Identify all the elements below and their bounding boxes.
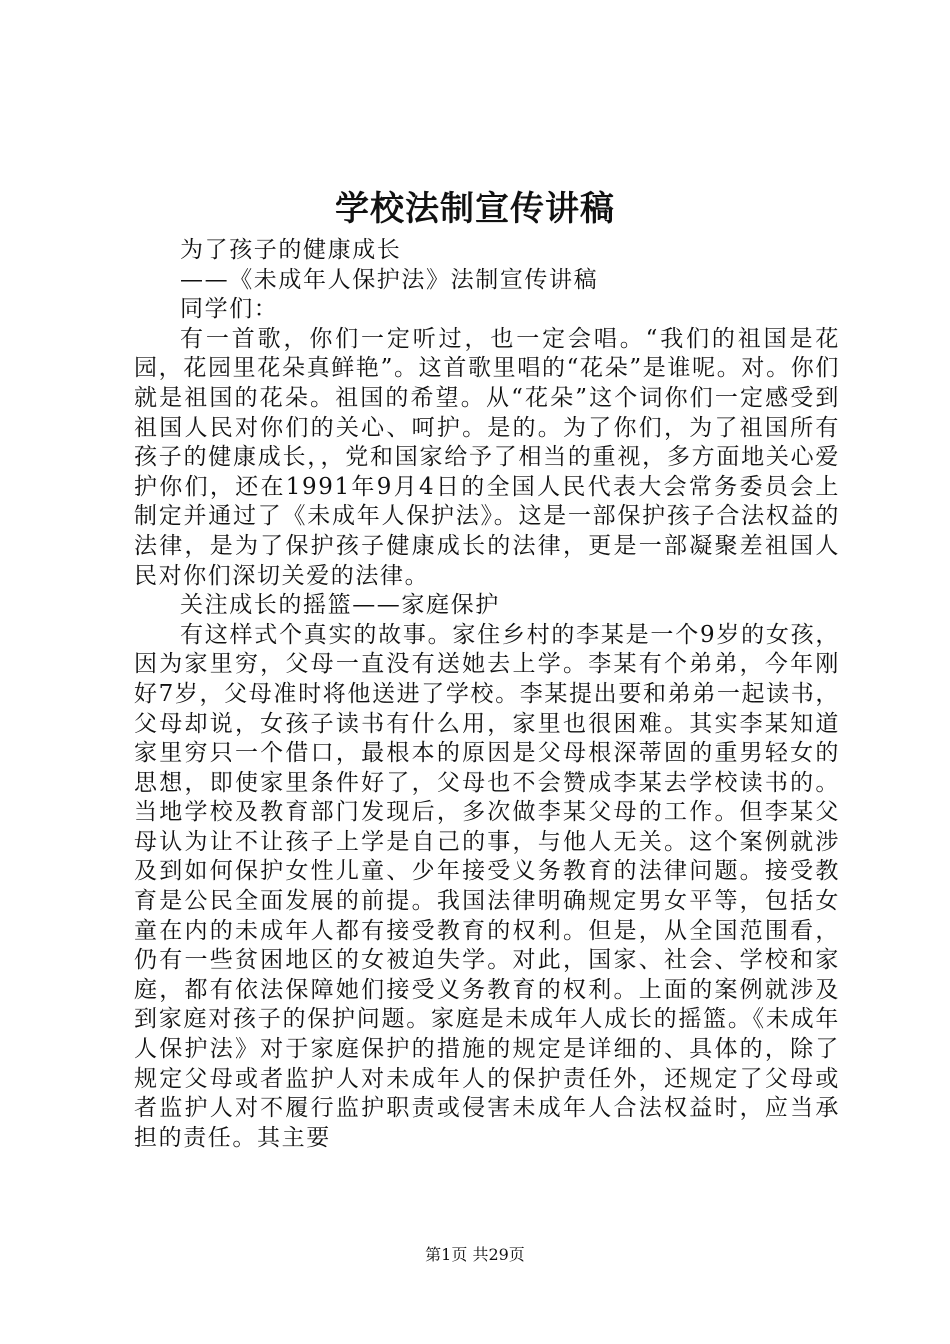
body-paragraph: 有一首歌，你们一定听过，也一定会唱。“我们的祖国是花园，花园里花朵真鲜艳”。这首歌里唱的“花朵”是谁呢。对。你们就是祖国的花朵。祖国的希望。从“花朵”这个词你们一定感受到祖国人民对你们的关心、呵护。是的。为了你们，为了祖国所有孩子的健康成长，，党和国家给予了相当的重视，多方面地关心爱护你们，还在1991年9月4日的全国人民代表大会常务委员会上制定并通过了《未成年人保护法》。这是一部保护孩子合法权益的法律，是为了保护孩子健康成长的法律，更是一部凝聚差祖国人民对你们深切关爱的法律。 [134,325,840,589]
body-paragraph: 有这样式个真实的故事。家住乡村的李某是一个9岁的女孩，因为家里穷，父母一直没有送她去上学。李某有个弟弟，今年刚好7岁，父母准时将他送进了学校。李某提出要和弟弟一起读书，父母却说，女孩子读书有什么用，家里也很困难。其实李某知道家里穷只一个借口，最根本的原因是父母根深蒂固的重男轻女的思想，即使家里条件好了，父母也不会赞成李某去学校读书的。当地学校及教育部门发现后，多次做李某父母的工作。但李某父母认为让不让孩子上学是自己的事，与他人无关。这个案例就涉及到如何保护女性儿童、少年接受义务教育的法律问题。接受教育是公民全面发展的前提。我国法律明确规定男女平等，包括女童在内的未成年人都有接受教育的权利。但是，从全国范围看，仍有一些贫困地区的女被迫失学。对此，国家、社会、学校和家庭，都有依法保障她们接受义务教育的权利。上面的案例就涉及到家庭对孩子的保护问题。家庭是未成年人成长的摇篮。《未成年人保护法》对于家庭保护的措施的规定是详细的、具体的，除了规定父母或者监护人对未成年人的保护责任外，还规定了父母或者监护人对不履行监护职责或侵害未成年人合法权益时，应当承担的责任。其主要 [134,621,840,1151]
subtitle-line: ——《未成年人保护法》法制宣传讲稿 [180,266,599,293]
page-footer: 第1页 共29页 [425,1245,525,1264]
subtitle-line: 为了孩子的健康成长 [180,237,402,263]
section-heading: 关注成长的摇篮——家庭保护 [180,592,500,619]
salutation: 同学们： [180,296,279,323]
document-body [134,236,840,1153]
document-title: 学校法制宣传讲稿 [335,189,615,229]
